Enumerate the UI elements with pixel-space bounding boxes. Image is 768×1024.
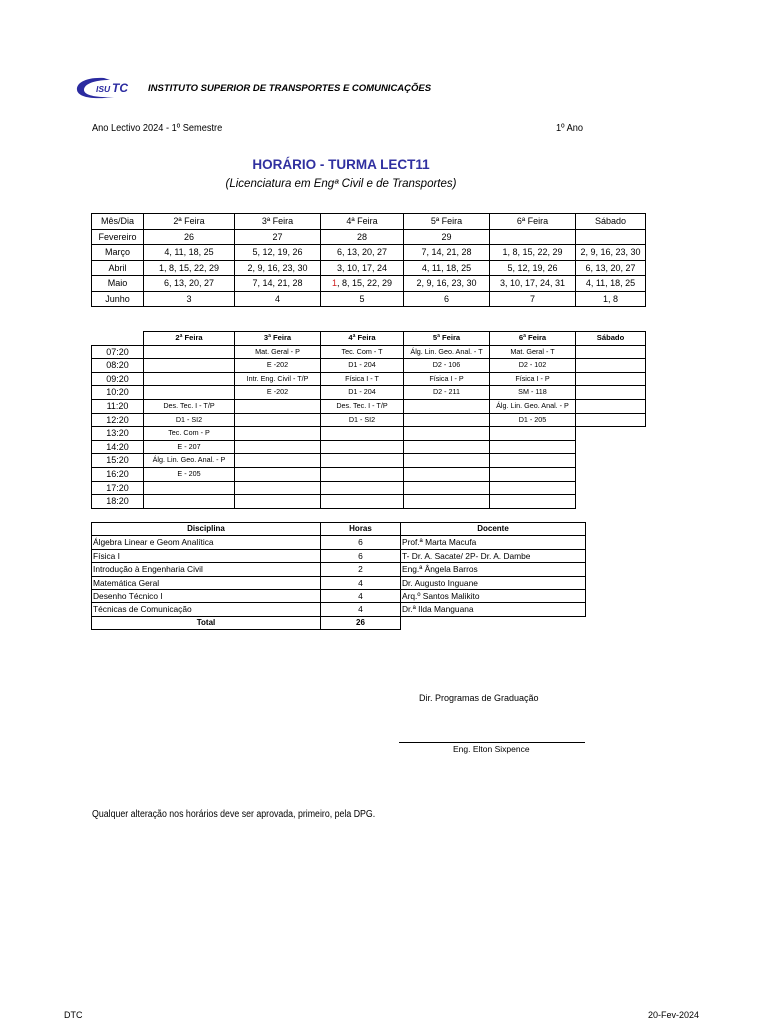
schedule-cell: [235, 467, 321, 481]
discipline-hours: 6: [321, 549, 401, 562]
discipline-hours: 2: [321, 563, 401, 576]
calendar-cell: 28: [321, 229, 404, 245]
time-slot: 15:20: [92, 454, 144, 468]
discipline-teacher: Arq.º Santos Malikito: [401, 590, 586, 603]
schedule-cell: [576, 345, 646, 359]
calendar-cell: 3: [144, 291, 235, 307]
calendar-cell-rest: , 8, 15, 22, 29: [336, 278, 393, 288]
calendar-day-header: 3ª Feira: [235, 214, 321, 230]
schedule-day-header: 6ª Feira: [490, 332, 576, 346]
discipline-row: [92, 536, 586, 549]
schedule-row: [92, 427, 646, 441]
time-slot: 13:20: [92, 427, 144, 441]
calendar-cell: 29: [404, 229, 490, 245]
schedule-cell: Álg. Lin. Geo. Anal. - T: [404, 345, 490, 359]
discipline-teacher: Dr. Augusto Inguane: [401, 576, 586, 589]
time-slot: 16:20: [92, 467, 144, 481]
schedule-cell: [144, 386, 235, 400]
signature-line: [399, 742, 585, 743]
schedule-cell: [144, 481, 235, 495]
schedule-cell: [144, 372, 235, 386]
empty-cell: [401, 616, 586, 629]
signature-name: Eng. Elton Sixpence: [453, 744, 530, 754]
schedule-cell: [321, 440, 404, 454]
discipline-teacher: T- Dr. A. Sacate/ 2P- Dr. A. Dambe: [401, 549, 586, 562]
discipline-row: [92, 603, 586, 616]
schedule-row: [92, 481, 646, 495]
page-subtitle: (Licenciatura em Engª Civil e de Transportes): [225, 178, 457, 190]
schedule-cell: [321, 481, 404, 495]
calendar-row-may: [92, 276, 646, 292]
discipline-row: [92, 549, 586, 562]
discipline-hours: 4: [321, 603, 401, 616]
grade-level: 1º Ano: [556, 122, 584, 134]
calendar-month: Abril: [92, 260, 144, 276]
approval-note: Qualquer alteração nos horários deve ser aprovada, primeiro, pela DPG.: [92, 809, 376, 820]
calendar-day-header: 6ª Feira: [490, 214, 576, 230]
calendar-cell: 2, 9, 16, 23, 30: [235, 260, 321, 276]
schedule-cell: Álg. Lin. Geo. Anal. - P: [144, 454, 235, 468]
calendar-cell: 7: [490, 291, 576, 307]
discipline-name: Desenho Técnico I: [92, 590, 321, 603]
schedule-cell: D1 - 205: [490, 413, 576, 427]
schedule-cell: [576, 372, 646, 386]
discipline-row: [92, 576, 586, 589]
calendar-cell: 5: [321, 291, 404, 307]
calendar-cell: 4, 11, 18, 25: [144, 245, 235, 261]
schedule-cell: D1 - SI2: [321, 413, 404, 427]
schedule-cell: [321, 467, 404, 481]
discipline-teacher: Prof.ª Marta Macufa: [401, 536, 586, 549]
schedule-cell: D1 - SI2: [144, 413, 235, 427]
schedule-cell: Des. Tec. I - T/P: [144, 399, 235, 413]
schedule-cell: [490, 495, 576, 509]
total-hours: 26: [321, 616, 401, 629]
schedule-row: [92, 386, 646, 400]
schedule-cell: [576, 399, 646, 413]
calendar-cell: 4, 11, 18, 25: [576, 276, 646, 292]
calendar-cell: 5, 12, 19, 26: [235, 245, 321, 261]
schedule-cell: Tec. Com - T: [321, 345, 404, 359]
teacher-header: Docente: [401, 523, 586, 536]
discipline-teacher: Eng.ª Ângela Barros: [401, 563, 586, 576]
calendar-cell: 7, 14, 21, 28: [235, 276, 321, 292]
schedule-table: [91, 331, 646, 509]
schedule-cell: D2 - 106: [404, 359, 490, 373]
calendar-table: [91, 213, 646, 307]
schedule-cell: [144, 345, 235, 359]
discipline-name: Introdução à Engenharia Civil: [92, 563, 321, 576]
schedule-cell: E -202: [235, 386, 321, 400]
calendar-cell: 5, 12, 19, 26: [490, 260, 576, 276]
schedule-cell: [235, 454, 321, 468]
calendar-cell: 3, 10, 17, 24, 31: [490, 276, 576, 292]
academic-year: Ano Lectivo 2024 - 1º Semestre: [92, 122, 223, 134]
schedule-cell: [576, 440, 646, 454]
discipline-hours: 6: [321, 536, 401, 549]
schedule-day-header: Sábado: [576, 332, 646, 346]
schedule-cell: Tec. Com - P: [144, 427, 235, 441]
schedule-cell: [235, 427, 321, 441]
time-slot: 18:20: [92, 495, 144, 509]
schedule-day-header: 5ª Feira: [404, 332, 490, 346]
discipline-row: [92, 563, 586, 576]
calendar-row-february: [92, 229, 646, 245]
schedule-day-header: 4ª Feira: [321, 332, 404, 346]
time-slot: 09:20: [92, 372, 144, 386]
calendar-header-row: [92, 214, 646, 230]
disciplines-table: [91, 522, 586, 630]
calendar-cell: [576, 229, 646, 245]
schedule-body: [92, 332, 646, 509]
schedule-cell: [321, 495, 404, 509]
schedule-cell: [576, 467, 646, 481]
schedule-cell: [576, 454, 646, 468]
schedule-cell: [576, 427, 646, 441]
calendar-cell: 1, 8, 15, 22, 29: [490, 245, 576, 261]
schedule-cell: Mat. Geral - P: [235, 345, 321, 359]
svg-text:TC: TC: [112, 81, 128, 95]
discipline-name: Técnicas de Comunicação: [92, 603, 321, 616]
calendar-cell: 6: [404, 291, 490, 307]
schedule-cell: [576, 413, 646, 427]
logo-text: ISUTC: [74, 101, 77, 102]
footer-date: 20-Fev-2024: [648, 1010, 700, 1020]
schedule-cell: Física I - P: [490, 372, 576, 386]
schedule-cell: [576, 386, 646, 400]
schedule-cell: [576, 495, 646, 509]
schedule-cell: [321, 454, 404, 468]
discipline-name: Matemática Geral: [92, 576, 321, 589]
time-slot: 12:20: [92, 413, 144, 427]
calendar-row-june: [92, 291, 646, 307]
discipline-name: Álgebra Linear e Geom Analítica: [92, 536, 321, 549]
calendar-day-header: 2ª Feira: [144, 214, 235, 230]
calendar-cell: 3, 10, 17, 24: [321, 260, 404, 276]
schedule-cell: [404, 495, 490, 509]
calendar-cell: 7, 14, 21, 28: [404, 245, 490, 261]
schedule-row: [92, 372, 646, 386]
calendar-cell: 6, 13, 20, 27: [321, 245, 404, 261]
calendar-cell: 4, 11, 18, 25: [404, 260, 490, 276]
time-slot: 07:20: [92, 345, 144, 359]
schedule-cell: [404, 481, 490, 495]
schedule-header-row: [92, 332, 646, 346]
calendar-cell: 27: [235, 229, 321, 245]
schedule-cell: [235, 440, 321, 454]
schedule-cell: [235, 495, 321, 509]
schedule-corner: [92, 332, 144, 346]
calendar-cell: 2, 9, 16, 23, 30: [404, 276, 490, 292]
schedule-cell: [576, 359, 646, 373]
schedule-cell: E -202: [235, 359, 321, 373]
page-title: HORÁRIO - TURMA LECT11: [252, 157, 430, 172]
calendar-day-header: 4ª Feira: [321, 214, 404, 230]
schedule-cell: [404, 467, 490, 481]
schedule-cell: [576, 481, 646, 495]
schedule-row: [92, 467, 646, 481]
calendar-cell: 26: [144, 229, 235, 245]
calendar-cell: [490, 229, 576, 245]
schedule-row: [92, 495, 646, 509]
calendar-cell: 4: [235, 291, 321, 307]
schedule-cell: [490, 454, 576, 468]
discipline-header: Disciplina: [92, 523, 321, 536]
disciplines-header-row: [92, 523, 586, 536]
schedule-cell: [490, 481, 576, 495]
schedule-cell: Mat. Geral - T: [490, 345, 576, 359]
discipline-name: Física I: [92, 549, 321, 562]
schedule-row: [92, 454, 646, 468]
time-slot: 17:20: [92, 481, 144, 495]
signature-office: Dir. Programas de Graduação: [419, 693, 539, 703]
schedule-cell: [490, 467, 576, 481]
calendar-row-april: [92, 260, 646, 276]
schedule-cell: D2 - 211: [404, 386, 490, 400]
schedule-row: [92, 359, 646, 373]
time-slot: 14:20: [92, 440, 144, 454]
calendar-cell: 1, 8: [576, 291, 646, 307]
schedule-cell: [235, 481, 321, 495]
discipline-row: [92, 590, 586, 603]
holiday-date: 1: [331, 278, 337, 288]
schedule-row: [92, 440, 646, 454]
schedule-cell: [321, 427, 404, 441]
calendar-cell: 6, 13, 20, 27: [576, 260, 646, 276]
isutc-logo: [74, 76, 144, 102]
schedule-day-header: 3ª Feira: [235, 332, 321, 346]
schedule-cell: [404, 399, 490, 413]
calendar-month: Junho: [92, 291, 144, 307]
calendar-day-header: 5ª Feira: [404, 214, 490, 230]
discipline-hours: 4: [321, 590, 401, 603]
schedule-row: [92, 345, 646, 359]
schedule-cell: D2 - 102: [490, 359, 576, 373]
schedule-cell: [235, 413, 321, 427]
calendar-month: Maio: [92, 276, 144, 292]
time-slot: 11:20: [92, 399, 144, 413]
calendar-corner: Mês/Dia: [92, 214, 144, 230]
schedule-cell: [404, 454, 490, 468]
schedule-day-header: 2ª Feira: [144, 332, 235, 346]
schedule-row: [92, 399, 646, 413]
schedule-cell: [490, 440, 576, 454]
schedule-cell: [235, 399, 321, 413]
schedule-cell: [144, 359, 235, 373]
calendar-month: Fevereiro: [92, 229, 144, 245]
calendar-cell: 1, 8, 15, 22, 29: [144, 260, 235, 276]
discipline-hours: 4: [321, 576, 401, 589]
schedule-cell: [404, 427, 490, 441]
institute-name: INSTITUTO SUPERIOR DE TRANSPORTES E COMUNICAÇÕES: [148, 83, 432, 94]
footer-left: DTC: [64, 1010, 83, 1020]
schedule-cell: Des. Tec. I - T/P: [321, 399, 404, 413]
disciplines-total-row: [92, 616, 586, 629]
time-slot: 10:20: [92, 386, 144, 400]
calendar-month: Março: [92, 245, 144, 261]
schedule-cell: [404, 413, 490, 427]
calendar-cell: 6, 13, 20, 27: [144, 276, 235, 292]
calendar-day-header: Sábado: [576, 214, 646, 230]
schedule-cell: Intr. Eng. Civil - T/P: [235, 372, 321, 386]
schedule-cell: Física I - T: [321, 372, 404, 386]
schedule-cell: E - 205: [144, 467, 235, 481]
schedule-cell: D1 - 204: [321, 359, 404, 373]
schedule-cell: [144, 495, 235, 509]
schedule-cell: Álg. Lin. Geo. Anal. - P: [490, 399, 576, 413]
schedule-cell: D1 - 204: [321, 386, 404, 400]
calendar-row-march: [92, 245, 646, 261]
time-slot: 08:20: [92, 359, 144, 373]
hours-header: Horas: [321, 523, 401, 536]
schedule-cell: [490, 427, 576, 441]
total-label: Total: [92, 616, 321, 629]
discipline-teacher: Dr.ª Ilda Manguana: [401, 603, 586, 616]
schedule-cell: Física I - P: [404, 372, 490, 386]
calendar-cell-may-wednesday: [321, 276, 404, 292]
schedule-cell: SM - 118: [490, 386, 576, 400]
svg-text:ISU: ISU: [96, 84, 111, 94]
schedule-cell: [404, 440, 490, 454]
schedule-row: [92, 413, 646, 427]
schedule-cell: E - 207: [144, 440, 235, 454]
calendar-cell: 2, 9, 16, 23, 30: [576, 245, 646, 261]
